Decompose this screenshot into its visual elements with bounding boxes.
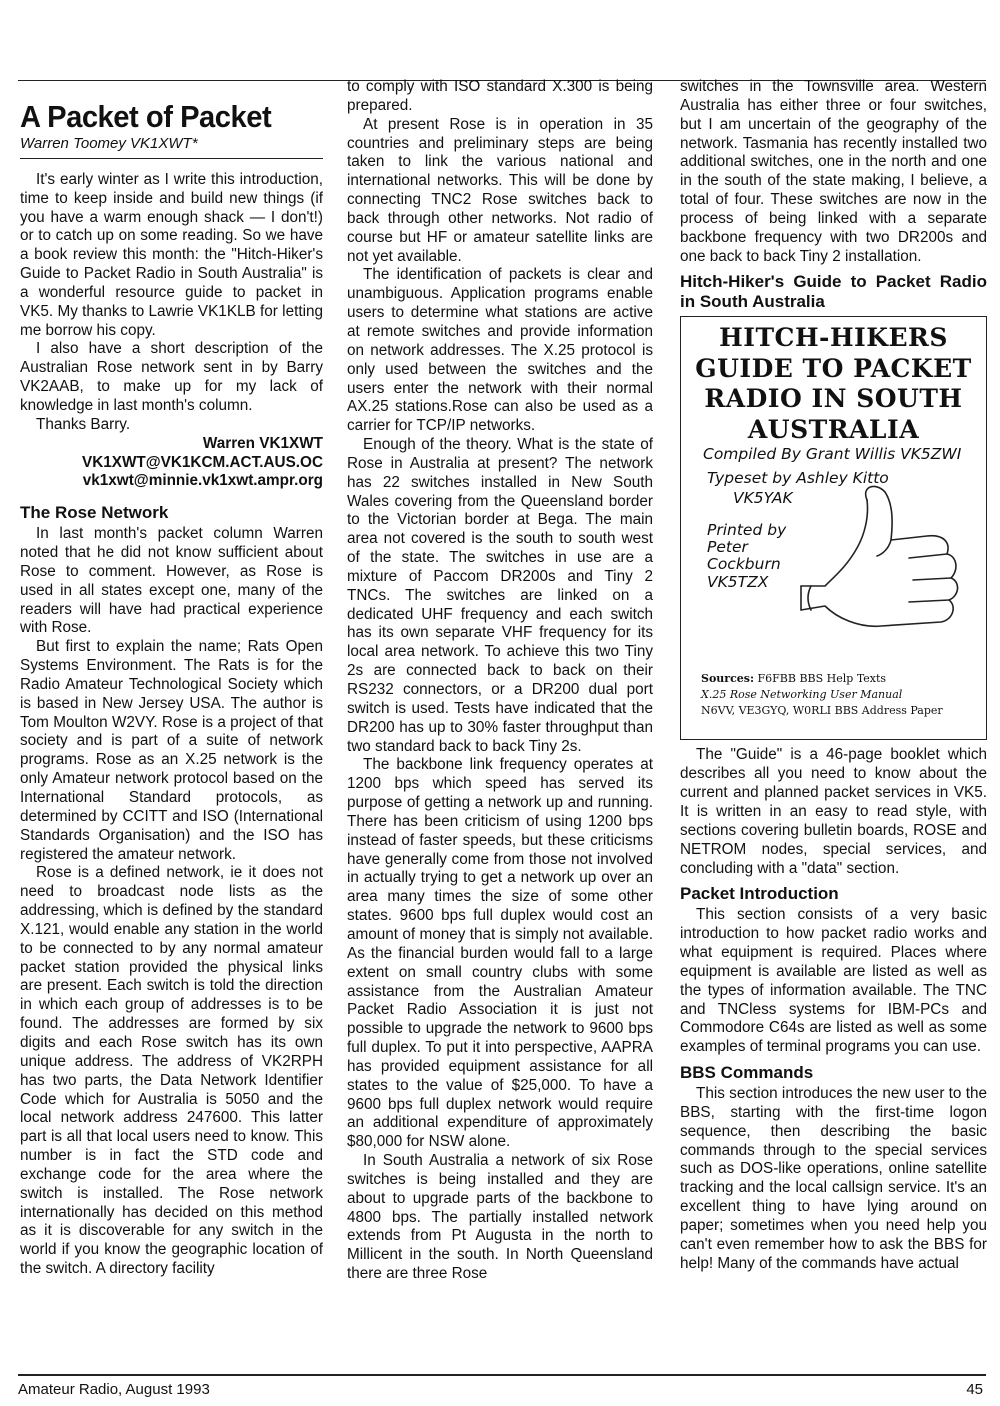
col2-paragraph-1: At present Rose is in operation in 35 countries and preliminary steps are being taken to link the various national and international networks. This will be done by connecting TNC2 Rose switches back to back through other networks. Not radio of course but HF or amateur satellite links are not yet available. xyxy=(347,115,653,265)
col3-paragraph-1: The "Guide" is a 46-page booklet which describes all you need to know about the current and planned packet services in VK5. It is written in an easy to read style, with sections covering bulletin boards, ROSE and NETROM nodes, special services, and concluding with a "data" section. xyxy=(680,746,987,877)
footer-rule xyxy=(18,1374,986,1376)
cover-title xyxy=(681,323,986,445)
rose-paragraph-1: In last month's packet column Warren noted that he did not know sufficient about Rose to comment. However, as Rose is used in all states except one, many of the readers will have had practical experience with Rose. xyxy=(20,525,323,637)
heading-hitch-hiker-guide: Hitch-Hiker's Guide to Packet Radio in South Australia xyxy=(680,272,987,312)
signature-address-1: VK1XWT@VK1KCM.ACT.AUS.OC xyxy=(82,453,323,471)
rose-paragraph-2: But first to explain the name; Rats Open Systems Environment. The Rats is for the Radio Amateur Technological Society which is based in New Jersey USA. The author is Tom Moulton W2VY. Rose is a project of that society and is part of a suite of network programs. Rose as an X.25 network is the only Amateur network protocol based on the International Standard protocols, as determined by CCITT and ISO (International Standards Organisation) and the ISO has registered the amateur network. xyxy=(20,638,323,863)
signature-name: Warren VK1XWT xyxy=(202,434,323,452)
cover-printed-line-2: Peter xyxy=(707,538,748,557)
cover-title-line-1: HITCH-HIKERS xyxy=(719,323,948,353)
article-title: A Packet of Packet xyxy=(20,99,272,134)
signature-address-2: vk1xwt@minnie.vk1xwt.ampr.org xyxy=(82,472,323,490)
cover-sources-line-3: N6VV, VE3GYQ, W0RLI BBS Address Paper xyxy=(701,704,943,718)
intro-paragraph-2: I also have a short description of the Australian Rose network sent in by Barry VK2AAB, to make up for my lack of knowledge in last month's column. xyxy=(20,340,323,414)
col3-paragraph-0: switches in the Townsville area. Western Australia has either three or four switches, but I am uncertain of the geography of the network. Tasmania has recently installed two additional switches, one in the north and one in the south of the state making, I believe, a total of four. These switches are now in the process of being linked with a separate backbone frequency with two DR200s and one back to back Tiny 2 installation. xyxy=(680,78,987,265)
footer-page-number: 45 xyxy=(966,1381,983,1398)
cover-compiled-by: Compiled By Grant Willis VK5ZWI xyxy=(703,445,962,464)
col2-paragraph-2: The identification of packets is clear and unambiguous. Application programs enable users to determine what stations are active at remote switches and provide information on network addresses. The X.25 protocol is only used between the switches and the users enter the network with their normal AX.25 stations.Rose can also be used as a carrier for TCP/IP networks. xyxy=(347,266,653,435)
cover-title-line-2: GUIDE TO PACKET xyxy=(695,353,972,383)
cover-typeset-line-1: Typeset by Ashley Kitto xyxy=(707,469,889,488)
col2-paragraph-0: to comply with ISO standard X.300 is being prepared. xyxy=(347,78,653,114)
col2-paragraph-4: The backbone link frequency operates at 1200 bps which speed has served its purpose of getting a network up and running. There has been criticism of using 1200 bps instead of faster speeds, but these criticisms have generally come from those not involved in actually trying to get a network up over an area many times the size of some other states. 9600 bps full duplex would cost an amount of money that is simply not available. As the financial burden would fall to a large extent on small country clubs with some assistance from the Australian Amateur Packet Radio Association it is just not possible to upgrade the network to 9600 bps full duplex. To put it into perspective, AAPRA has provided equipment assistance for all states to the value of $25,000. To have a 9600 bps full duplex network would require an additional expenditure of approximately $80,000 for NSW alone. xyxy=(347,756,653,1151)
heading-packet-introduction: Packet Introduction xyxy=(680,884,839,904)
cover-title-line-3: RADIO IN SOUTH xyxy=(704,384,963,414)
intro-paragraph-1: It's early winter as I write this introduction, time to keep inside and build new things (if you have a warm enough shack — I don't!) or to catch up on some reading. So we have a book review this month: the "Hitch-Hiker's Guide to Packet Radio in South Australia" is a wonderful resource guide to packet in VK5. My thanks to Lawrie VK1KLB for letting me borrow his copy. xyxy=(20,170,323,339)
column-1 xyxy=(20,78,323,1279)
col3-paragraph-2: This section consists of a very basic introduction to how packet radio works and what equipment is required. Places where equipment is available are listed as well as the types of information available. The TNC and TNCless systems for IBM-PCs and Commodore C64s are listed as well as some examples of terminal programs you can use. xyxy=(680,906,987,1056)
cover-sources xyxy=(701,671,943,719)
thumbs-up-hand-illustration xyxy=(781,482,981,672)
column-3 xyxy=(680,78,987,1274)
cover-sources-label: Sources: xyxy=(701,672,755,686)
col2-paragraph-5: In South Australia a network of six Rose switches is being installed and they are about to upgrade parts of the backbone to 4800 bps. The partially installed network extends from Pt Augusta in the north to Millicent in the south. In North Queensland there are three Rose xyxy=(347,1152,653,1283)
heading-bbs-commands: BBS Commands xyxy=(680,1063,814,1083)
article-byline: Warren Toomey VK1XWT* xyxy=(20,135,198,152)
cover-printed-line-3: Cockburn xyxy=(707,555,781,574)
col2-paragraph-3: Enough of the theory. What is the state of Rose in Australia at present? The network has 22 switches installed in New South Wales covering from the Queensland border to the Victorian border at Bega. The main area not covered is the south to south west of the state. The switches in use are a mixture of Paccom DR200s and Tiny 2 TNCs. The switches are linked on a dedicated UHF frequency and each switch has its own separate VHF frequency for its local area network. To achieve this two Tiny 2s are connected back to back on their RS232 connectors, or a DR200 dual port switch is used. Tests have indicated that the DR200 has up to 30% faster throughput than two standard back to back Tiny 2s. xyxy=(347,436,653,755)
rose-paragraph-3: Rose is a defined network, ie it does not need to broadcast node lists as the addressing, which is defined by the standard X.121, would enable any station in the world to be connected to by any normal amateur packet station provided the physical links are present. Each switch is told the direction in which each group of addresses is to be found. The addresses are formed by six digits and each Rose switch has its own unique address. The address of VK2RPH has two parts, the Data Network Identifier Code which for Australia is 5050 and the local network address 247600. This latter part is all that local users need to know. This number is in fact the STD code and exchange code for the area where the switch is installed. The Rose network internationally has decided on this method as it is discoverable for any switch in the world if you know the geographic location of the switch. A directory facility xyxy=(20,864,323,1278)
cover-title-line-4: AUSTRALIA xyxy=(747,414,920,444)
cover-printed-line-4: VK5TZX xyxy=(707,573,769,592)
cover-sources-line-1: F6FBB BBS Help Texts xyxy=(757,672,887,686)
column-2 xyxy=(347,78,653,1284)
footer-publication: Amateur Radio, August 1993 xyxy=(18,1381,210,1398)
byline-rule xyxy=(20,158,323,159)
col3-paragraph-3: This section introduces the new user to the BBS, starting with the first-time logon sequence, then describing the basic commands through to the special services such as DOS-like operations, online satellite tracking and the local callsign service. It's an excellent thing to have lying around on paper; sometimes when you need help you can't even remember how to ask the BBS for help! Many of the commands have actual xyxy=(680,1085,987,1272)
cover-typeset-line-2: VK5YAK xyxy=(733,489,793,508)
intro-paragraph-3: Thanks Barry. xyxy=(36,415,131,433)
cover-sources-line-2: X.25 Rose Networking User Manual xyxy=(701,688,903,702)
heading-rose-network: The Rose Network xyxy=(20,503,169,523)
cover-printed-line-1: Printed by xyxy=(707,521,787,540)
book-cover-figure xyxy=(680,316,987,740)
